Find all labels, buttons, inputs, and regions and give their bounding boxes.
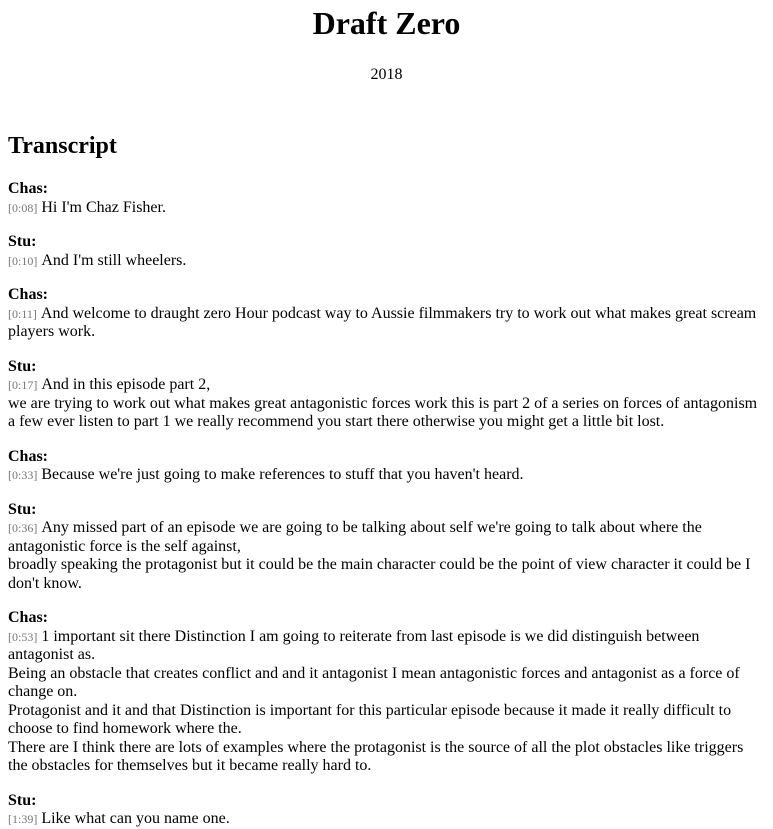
utterance-line [8,628,765,665]
utterance [8,628,765,776]
utterance-text: Hi I'm Chaz Fisher. [41,198,166,216]
publication-year: 2018 [370,66,403,83]
timestamp: [1:39] [8,812,38,826]
utterance-text: broadly speaking the protagonist but it could be the main character could be the point of view character it could be I don't know. [8,556,751,592]
timestamp: [0:33] [8,468,38,482]
utterance [8,466,765,485]
utterance-text: we are trying to work out what makes great antagonistic forces work this is part 2 of a series on forces of antagonism a few ever listen to part 1 we really recommend you start there otherwise you might get a little bit lost. [8,394,758,430]
timestamp: [0:11] [8,306,37,321]
utterance [8,519,765,593]
utterance [8,252,765,271]
utterance-text: And welcome to draught zero Hour podcast way to Aussie filmmakers try to work out what makes great scream players work. [8,304,757,340]
transcript-entry [8,609,765,776]
timestamp: [0:08] [8,200,38,215]
utterance-text: 1 important sit there Distinction I am going to reiterate from last episode is we did distinguish between antagonist as. [8,627,700,663]
utterance-text: Being an obstacle that creates conflict and and it antagonist I mean antagonistic forces and antagonist as a force of change on. [8,664,740,700]
utterance-line [8,466,765,485]
utterance-line [8,702,765,739]
utterance-line [8,665,765,702]
utterance-text: Protagonist and it and that Distinction is important for this particular episode because it made it really difficult to choose to find homework where the. [8,701,732,737]
utterance-text: And I'm still wheelers. [41,251,187,269]
transcript-entry [8,792,765,829]
page-title: Draft Zero [312,5,461,41]
transcript-entry [8,180,765,217]
utterance [8,305,765,342]
transcript-entry [8,358,765,432]
speaker-name: Chas: [8,609,49,626]
speaker-name: Stu: [8,791,37,809]
utterance-line [8,739,765,776]
utterance-text: And in this episode part 2, [41,376,211,393]
speaker-name: Stu: [8,357,37,375]
timestamp: [0:53] [8,629,38,644]
utterance-text: There are I think there are lots of examples where the protagonist is the source of all the plot obstacles like triggers the obstacles for themselves but it became really hard to. [8,738,744,774]
utterance-line [8,252,765,271]
utterance [8,376,765,432]
utterance-text: Like what can you name one. [41,810,230,827]
transcript-list [8,180,765,829]
speaker-name: Chas: [8,286,49,303]
timestamp: [0:17] [8,378,38,392]
utterance-line [8,305,765,342]
timestamp: [0:10] [8,253,38,268]
speaker-name: Chas: [8,180,49,197]
utterance-line [8,376,765,395]
transcript-entry [8,448,765,485]
utterance-line [8,556,765,593]
utterance-line [8,519,765,556]
utterance-text: Because we're just going to make references to stuff that you haven't heard. [41,466,524,483]
speaker-name: Stu: [8,500,37,518]
utterance-line [8,199,765,218]
speaker-name: Chas: [8,447,49,465]
transcript-heading: Transcript [8,133,117,159]
speaker-name: Stu: [8,233,37,250]
transcript-entry [8,286,765,342]
utterance [8,199,765,218]
transcript-entry [8,501,765,594]
transcript-entry [8,233,765,270]
utterance-text: Any missed part of an episode we are going to be talking about self we're going to talk about where the antagonistic force is the self against, [8,519,702,555]
utterance-line [8,395,765,432]
timestamp: [0:36] [8,521,38,535]
